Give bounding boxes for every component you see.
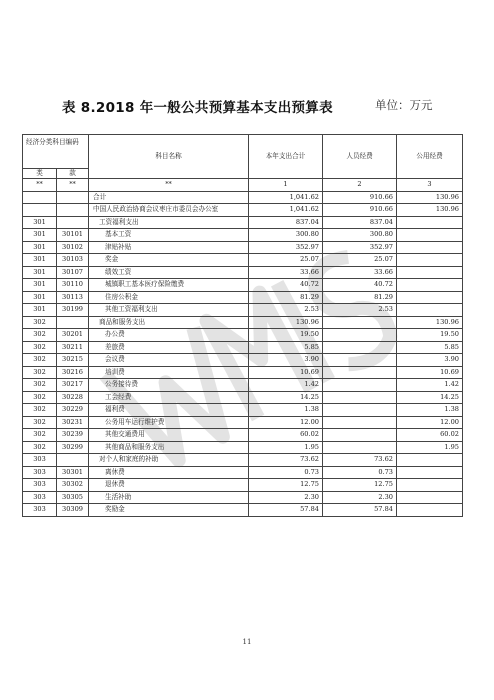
row-lei: 302 <box>23 429 57 442</box>
row-total: 81.29 <box>249 291 323 304</box>
row-public: 3.90 <box>397 354 463 367</box>
table-row <box>23 241 463 254</box>
row-public: 12.00 <box>397 416 463 429</box>
row-subject-name: 离休费 <box>89 466 249 479</box>
row-public: 130.96 <box>397 204 463 217</box>
table-row <box>23 254 463 267</box>
row-subject-name: 工会经费 <box>89 391 249 404</box>
row-public <box>397 454 463 467</box>
row-public <box>397 466 463 479</box>
econ-class-header: 经济分类科目编码 <box>23 135 89 169</box>
index-star: ** <box>57 179 89 192</box>
row-kuan <box>57 191 89 204</box>
public-header: 公用经费 <box>397 135 463 179</box>
table-row <box>23 216 463 229</box>
row-kuan: 30239 <box>57 429 89 442</box>
row-public: 19.50 <box>397 329 463 342</box>
row-lei: 302 <box>23 316 57 329</box>
row-lei: 302 <box>23 391 57 404</box>
row-total: 19.50 <box>249 329 323 342</box>
row-subject-name: 城镇职工基本医疗保险缴费 <box>89 279 249 292</box>
row-public <box>397 229 463 242</box>
row-kuan: 30101 <box>57 229 89 242</box>
row-subject-name: 对个人和家庭的补助 <box>89 454 249 467</box>
row-total: 73.62 <box>249 454 323 467</box>
row-lei: 303 <box>23 466 57 479</box>
row-subject-name: 绩效工资 <box>89 266 249 279</box>
row-kuan <box>57 454 89 467</box>
row-subject-name: 中国人民政治协商会议枣庄市委员会办公室 <box>89 204 249 217</box>
table-row <box>23 391 463 404</box>
table-row <box>23 266 463 279</box>
row-personnel: 2.30 <box>323 491 397 504</box>
row-total: 1.42 <box>249 379 323 392</box>
row-lei: 303 <box>23 479 57 492</box>
row-kuan <box>57 316 89 329</box>
page-number: 11 <box>242 638 252 646</box>
row-total: 40.72 <box>249 279 323 292</box>
row-personnel: 0.73 <box>323 466 397 479</box>
row-lei: 303 <box>23 504 57 517</box>
row-lei: 301 <box>23 266 57 279</box>
row-kuan: 30201 <box>57 329 89 342</box>
table-row <box>23 316 463 329</box>
row-subject-name: 公务用车运行维护费 <box>89 416 249 429</box>
page-title: 表 8.2018 年一般公共预算基本支出预算表 <box>62 100 333 116</box>
row-subject-name: 差旅费 <box>89 341 249 354</box>
row-total: 2.30 <box>249 491 323 504</box>
row-kuan: 30216 <box>57 366 89 379</box>
row-lei: 303 <box>23 454 57 467</box>
table-row <box>23 379 463 392</box>
row-subject-name: 合计 <box>89 191 249 204</box>
row-kuan <box>57 216 89 229</box>
row-personnel <box>323 316 397 329</box>
row-personnel: 837.04 <box>323 216 397 229</box>
row-total: 25.07 <box>249 254 323 267</box>
row-personnel: 57.84 <box>323 504 397 517</box>
row-lei <box>23 191 57 204</box>
row-public: 130.96 <box>397 316 463 329</box>
row-kuan: 30299 <box>57 441 89 454</box>
row-subject-name: 津贴补贴 <box>89 241 249 254</box>
subject-name-header: 科目名称 <box>89 135 249 179</box>
header-row <box>23 135 463 169</box>
row-subject-name: 福利费 <box>89 404 249 417</box>
row-public <box>397 216 463 229</box>
row-total: 2.53 <box>249 304 323 317</box>
index-row <box>23 179 463 192</box>
table-row <box>23 204 463 217</box>
row-kuan: 30229 <box>57 404 89 417</box>
row-kuan: 30103 <box>57 254 89 267</box>
row-kuan: 30102 <box>57 241 89 254</box>
row-personnel: 12.75 <box>323 479 397 492</box>
table-body <box>23 191 463 516</box>
row-personnel: 910.66 <box>323 191 397 204</box>
row-subject-name: 公务接待费 <box>89 379 249 392</box>
row-personnel <box>323 379 397 392</box>
table-row <box>23 329 463 342</box>
table-row <box>23 341 463 354</box>
row-subject-name: 奖金 <box>89 254 249 267</box>
kuan-header: 款 <box>57 169 89 179</box>
row-public <box>397 241 463 254</box>
row-personnel: 352.97 <box>323 241 397 254</box>
row-personnel: 25.07 <box>323 254 397 267</box>
table-row <box>23 304 463 317</box>
table-row <box>23 416 463 429</box>
row-personnel: 2.53 <box>323 304 397 317</box>
row-kuan: 30211 <box>57 341 89 354</box>
row-lei: 302 <box>23 441 57 454</box>
row-lei: 302 <box>23 366 57 379</box>
row-public <box>397 304 463 317</box>
row-public: 130.96 <box>397 191 463 204</box>
row-personnel <box>323 354 397 367</box>
row-lei: 301 <box>23 241 57 254</box>
table-row <box>23 279 463 292</box>
row-public: 1.42 <box>397 379 463 392</box>
row-personnel <box>323 441 397 454</box>
row-kuan: 30228 <box>57 391 89 404</box>
row-subject-name: 办公费 <box>89 329 249 342</box>
row-public <box>397 504 463 517</box>
row-public: 1.38 <box>397 404 463 417</box>
row-kuan: 30302 <box>57 479 89 492</box>
table-row <box>23 366 463 379</box>
index-star: ** <box>89 179 249 192</box>
row-total: 0.73 <box>249 466 323 479</box>
table-row <box>23 441 463 454</box>
row-total: 12.00 <box>249 416 323 429</box>
row-kuan: 30309 <box>57 504 89 517</box>
row-public <box>397 279 463 292</box>
row-lei: 302 <box>23 329 57 342</box>
row-public <box>397 479 463 492</box>
row-lei <box>23 204 57 217</box>
row-personnel <box>323 329 397 342</box>
row-lei: 301 <box>23 279 57 292</box>
row-public <box>397 491 463 504</box>
row-total: 352.97 <box>249 241 323 254</box>
row-personnel: 300.80 <box>323 229 397 242</box>
row-total: 12.75 <box>249 479 323 492</box>
table-row <box>23 354 463 367</box>
row-kuan: 30107 <box>57 266 89 279</box>
row-subject-name: 住房公积金 <box>89 291 249 304</box>
row-public <box>397 254 463 267</box>
row-total: 1,041.62 <box>249 204 323 217</box>
row-subject-name: 生活补助 <box>89 491 249 504</box>
table-row <box>23 191 463 204</box>
row-lei: 302 <box>23 404 57 417</box>
row-kuan: 30199 <box>57 304 89 317</box>
row-subject-name: 其他商品和服务支出 <box>89 441 249 454</box>
row-total: 130.96 <box>249 316 323 329</box>
table-row <box>23 504 463 517</box>
unit-label: 单位：万元 <box>375 98 433 112</box>
row-kuan <box>57 204 89 217</box>
row-kuan: 30215 <box>57 354 89 367</box>
row-public: 10.69 <box>397 366 463 379</box>
table-row <box>23 404 463 417</box>
index-col2: 2 <box>323 179 397 192</box>
row-total: 1.95 <box>249 441 323 454</box>
index-col1: 1 <box>249 179 323 192</box>
total-header: 本年支出合计 <box>249 135 323 179</box>
row-lei: 302 <box>23 341 57 354</box>
row-lei: 302 <box>23 379 57 392</box>
row-personnel <box>323 429 397 442</box>
row-personnel: 33.66 <box>323 266 397 279</box>
row-public: 5.85 <box>397 341 463 354</box>
row-total: 60.02 <box>249 429 323 442</box>
row-total: 14.25 <box>249 391 323 404</box>
row-public: 14.25 <box>397 391 463 404</box>
row-personnel <box>323 416 397 429</box>
row-subject-name: 培训费 <box>89 366 249 379</box>
row-kuan: 30301 <box>57 466 89 479</box>
row-lei: 302 <box>23 416 57 429</box>
index-star: ** <box>23 179 57 192</box>
row-lei: 301 <box>23 291 57 304</box>
table-row <box>23 491 463 504</box>
lei-header: 类 <box>23 169 57 179</box>
row-kuan: 30305 <box>57 491 89 504</box>
table-row <box>23 466 463 479</box>
row-personnel <box>323 366 397 379</box>
row-total: 5.85 <box>249 341 323 354</box>
row-total: 33.66 <box>249 266 323 279</box>
table-row <box>23 479 463 492</box>
row-kuan: 30231 <box>57 416 89 429</box>
row-personnel: 73.62 <box>323 454 397 467</box>
row-lei: 302 <box>23 354 57 367</box>
row-kuan: 30110 <box>57 279 89 292</box>
row-total: 3.90 <box>249 354 323 367</box>
row-lei: 301 <box>23 229 57 242</box>
row-total: 837.04 <box>249 216 323 229</box>
row-lei: 301 <box>23 254 57 267</box>
row-kuan: 30217 <box>57 379 89 392</box>
row-personnel: 81.29 <box>323 291 397 304</box>
row-total: 1.38 <box>249 404 323 417</box>
row-lei: 301 <box>23 216 57 229</box>
row-lei: 303 <box>23 491 57 504</box>
row-subject-name: 基本工资 <box>89 229 249 242</box>
row-total: 57.84 <box>249 504 323 517</box>
row-total: 10.69 <box>249 366 323 379</box>
table-row <box>23 454 463 467</box>
row-personnel: 910.66 <box>323 204 397 217</box>
table-row <box>23 429 463 442</box>
table-row <box>23 229 463 242</box>
row-subject-name: 其他工资福利支出 <box>89 304 249 317</box>
row-public <box>397 291 463 304</box>
row-total: 1,041.62 <box>249 191 323 204</box>
index-col3: 3 <box>397 179 463 192</box>
personnel-header: 人员经费 <box>323 135 397 179</box>
row-subject-name: 商品和服务支出 <box>89 316 249 329</box>
row-personnel <box>323 391 397 404</box>
row-kuan: 30113 <box>57 291 89 304</box>
budget-table <box>22 134 463 517</box>
row-subject-name: 退休费 <box>89 479 249 492</box>
row-total: 300.80 <box>249 229 323 242</box>
row-subject-name: 会议费 <box>89 354 249 367</box>
row-personnel <box>323 404 397 417</box>
row-personnel <box>323 341 397 354</box>
row-subject-name: 工资福利支出 <box>89 216 249 229</box>
row-personnel: 40.72 <box>323 279 397 292</box>
row-public <box>397 266 463 279</box>
row-lei: 301 <box>23 304 57 317</box>
row-subject-name: 其他交通费用 <box>89 429 249 442</box>
row-subject-name: 奖励金 <box>89 504 249 517</box>
row-public: 60.02 <box>397 429 463 442</box>
row-public: 1.95 <box>397 441 463 454</box>
table-row <box>23 291 463 304</box>
